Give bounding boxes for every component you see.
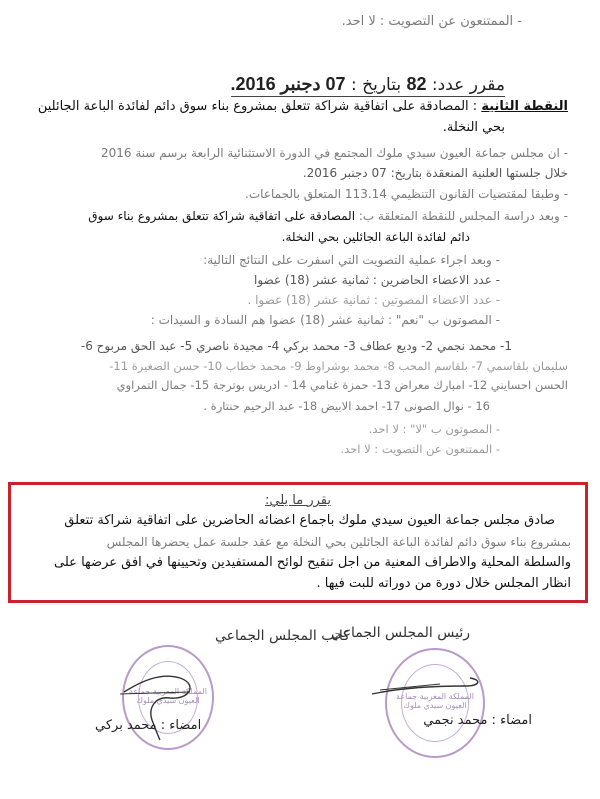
abstain-line-top: - الممتنعون عن التصويت : لا احد.	[341, 14, 522, 29]
voting-yes: - المصوتون ب "نعم" : ثمانية عشر (18) عضوا هم السادة و السيدات :	[150, 313, 500, 327]
decision-line-3: والسلطة المحلية والاطراف المعنية من اجل تنقيح لوائح المستفيدين وتحيينها في افق عرضها على	[54, 555, 571, 570]
names-line-1: 1- محمد نجمي 2- وديع عطاف 3- محمد بركي 4- مجيدة ناصري 5- عبد الحق مربوح 6-	[80, 339, 512, 353]
voting-abstain: - الممتنعون عن التصويت : لا احد.	[340, 442, 500, 456]
preamble-line-3: - وطبقا لمقتضيات القانون التنظيمي 113.14 المتعلق بالجماعات.	[245, 187, 568, 201]
voting-voters: - عدد الاعضاء المصوتين : ثمانية عشر (18) عضوا .	[247, 293, 500, 307]
president-signature-scribble	[370, 670, 490, 700]
point-two-line2: بحي النخلة.	[442, 120, 505, 135]
voting-no: - المصوتون ب "لا" : لا احد.	[368, 422, 500, 436]
point-two-label: النقطة الثانية	[481, 99, 568, 114]
preamble-line-5: دائم لفائدة الباعة الجائلين بحي النخلة.	[281, 230, 470, 244]
decision-line-2: بمشروع بناء سوق دائم لفائدة الباعة الجائلين بحي النخلة مع عقد جلسة عمل يحضرها المجلس	[106, 535, 571, 549]
president-title: رئيس المجلس الجماعي	[331, 625, 470, 641]
secretary-signature-label: امضاء : محمد بركي	[95, 718, 202, 733]
preamble-line-2: خلال جلستها العلنية المنعقدة بتاريخ: 07 دجنبر 2016.	[302, 166, 568, 180]
secretary-stamp-text: المملكة المغربية جماعة العيون سيدي ملوك	[129, 687, 207, 706]
point-two-text: : المصادقة على اتفاقية شراكة تتعلق بمشروع بناء سوق دائم لفائدة الباعة الجائلين	[37, 99, 478, 114]
decision-number: 82	[406, 74, 427, 94]
preamble-line-1: - ان مجلس جماعة العيون سيدي ملوك المجتمع في الدورة الاستثنائية الرابعة برسم سنة 2016	[100, 146, 568, 160]
decision-box-title: يقرر ما يلي:	[265, 493, 331, 508]
secretary-title: كاتب المجلس الجماعي	[215, 628, 350, 644]
point-two-line	[38, 99, 568, 114]
decision-date-label: بتاريخ :	[350, 75, 402, 95]
decision-line-4: انظار المجلس خلال دورة من دوراته للبت فيها .	[316, 576, 571, 591]
preamble-study-subject: المصادقة على اتفاقية شراكة تتعلق بمشروع بناء سوق	[88, 209, 356, 223]
preamble-line-4	[88, 209, 568, 223]
voting-intro: - وبعد اجراء عملية التصويت التي اسفرت على النتائج التالية:	[203, 253, 500, 267]
names-line-3: الحسن احسايني 12- امبارك معراض 13- حمزة غنامي 14 - ادريس بوترجة 15- جمال التمراوي	[116, 378, 568, 392]
president-stamp	[385, 648, 485, 758]
names-line-4: 16 - نوال الصونى 17- احمد الابيض 18- عبد الرحيم حنتارة .	[203, 399, 490, 413]
voting-present: - عدد الاعضاء الحاضرين : ثمانية عشر (18) عضوا	[254, 273, 500, 287]
decision-header	[231, 74, 505, 97]
decision-date: 07 دجنبر 2016.	[230, 74, 346, 94]
decision-line-1: صادق مجلس جماعة العيون سيدي ملوك باجماع اعضائه الحاضرين على اتفاقية شراكة تتعلق	[64, 513, 555, 528]
president-stamp-text: المملكة المغربية جماعة العيون سيدي ملوك	[396, 692, 474, 711]
preamble-study-label: - وبعد دراسة المجلس للنقطة المتعلقة ب:	[358, 209, 568, 223]
decision-box	[8, 482, 588, 603]
decision-prefix: مقرر عدد:	[431, 75, 505, 95]
president-signature-label: امضاء : محمد نجمي	[423, 713, 532, 728]
names-line-2: سليمان بلقاسمي 7- بلقاسم المحب 8- محمد بوشراوط 9- محمد خطاب 10- حسن الصغيرة 11-	[109, 359, 568, 373]
